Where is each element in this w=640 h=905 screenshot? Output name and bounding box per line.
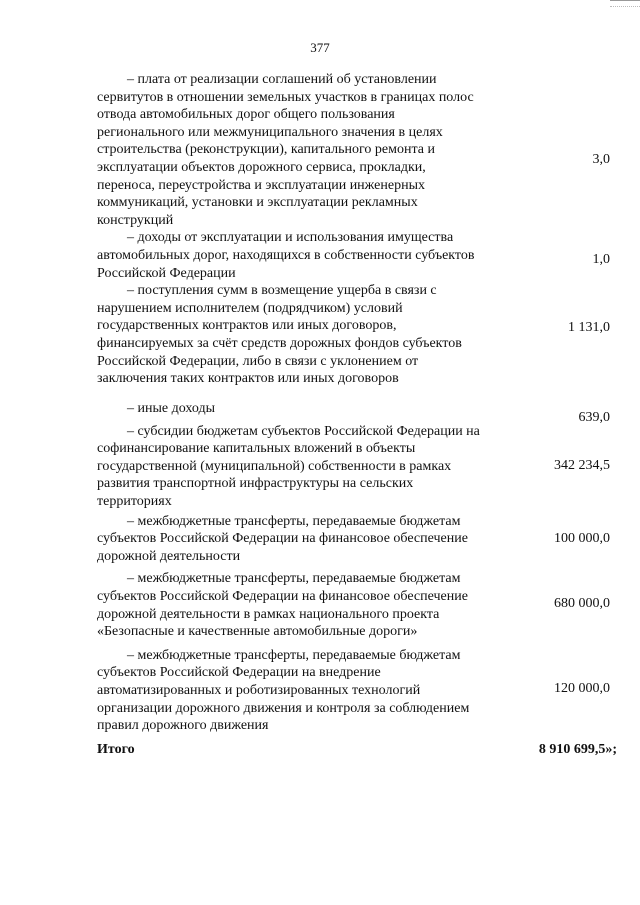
description-line: дорожной деятельности в рамках национального проекта <box>97 606 440 622</box>
row-amount: 639,0 <box>578 409 610 425</box>
description-line: «Безопасные и качественные автомобильные дороги» <box>97 624 418 640</box>
description-line: субъектов Российской Федерации на внедрение <box>97 665 381 681</box>
description-line: – межбюджетные трансферты, передаваемые бюджетам <box>127 513 461 529</box>
description-line: отвода автомобильных дорог общего пользования <box>97 107 395 123</box>
table-row <box>97 229 617 282</box>
row-description <box>97 71 517 229</box>
description-line: субъектов Российской Федерации на финансовое обеспечение <box>97 589 468 605</box>
description-line: регионального или межмуниципального значения в целях <box>97 124 443 140</box>
description-line: организации дорожного движения и контроля за соблюдением <box>97 700 470 716</box>
row-description <box>97 423 517 511</box>
description-line: эксплуатации объектов дорожного сервиса, прокладки, <box>97 159 426 175</box>
table-row <box>97 647 617 735</box>
corner-scan-mark <box>610 0 640 7</box>
description-line: дорожной деятельности <box>97 548 241 564</box>
description-line: финансируемых за счёт средств дорожных фондов субъектов <box>97 335 462 351</box>
row-amount: 100 000,0 <box>554 530 610 546</box>
table-row <box>97 513 617 566</box>
row-amount: 680 000,0 <box>554 596 610 612</box>
description-line: – иные доходы <box>127 400 215 416</box>
description-line: коммуникаций, установки и эксплуатации рекламных <box>97 195 418 211</box>
total-label: Итого <box>97 741 135 757</box>
page-number: 377 <box>310 40 330 55</box>
row-amount: 342 234,5 <box>554 457 610 473</box>
description-line: автоматизированных и роботизированных технологий <box>97 683 421 698</box>
total-row <box>97 741 617 761</box>
description-line: – плата от реализации соглашений об установлении <box>127 72 437 87</box>
description-line: автомобильных дорог, находящихся в собственности субъектов <box>97 247 475 263</box>
row-description <box>97 229 517 282</box>
row-amount: 1,0 <box>592 252 610 268</box>
table-row <box>97 71 617 229</box>
description-line: – доходы от эксплуатации и использования имущества <box>127 230 454 246</box>
description-line: строительства (реконструкции), капитального ремонта и <box>97 142 435 158</box>
description-line: заключения таких контрактов или иных договоров <box>97 371 399 387</box>
description-line: сервитутов в отношении земельных участков в границах полос <box>97 89 474 105</box>
description-line: – межбюджетные трансферты, передаваемые бюджетам <box>127 571 461 587</box>
table-row <box>97 423 617 511</box>
description-line: правил дорожного движения <box>97 718 269 734</box>
row-description <box>97 647 517 735</box>
description-line: государственных контрактов или иных договоров, <box>97 318 397 334</box>
row-description <box>97 570 517 640</box>
description-line: Российской Федерации <box>97 265 236 281</box>
row-amount: 3,0 <box>592 152 610 167</box>
description-line: нарушением исполнителем (подрядчиком) условий <box>97 300 403 316</box>
row-amount: 120 000,0 <box>554 680 610 696</box>
description-line: переноса, переустройства и эксплуатации инженерных <box>97 177 425 193</box>
description-line: территориях <box>97 494 172 510</box>
description-line: государственной (муниципальной) собственности в рамках <box>97 458 452 474</box>
description-line: софинансирование капитальных вложений в объекты <box>97 441 416 457</box>
description-line: субъектов Российской Федерации на финансовое обеспечение <box>97 531 468 547</box>
description-line: конструкций <box>97 212 174 228</box>
table-row <box>97 282 617 388</box>
description-line: развития транспортной инфраструктуры на сельских <box>97 476 414 492</box>
table-row <box>97 570 617 640</box>
row-amount: 1 131,0 <box>568 320 610 336</box>
table-row <box>97 400 617 425</box>
revenue-table <box>97 71 617 761</box>
row-description <box>97 282 517 388</box>
description-line: – межбюджетные трансферты, передаваемые бюджетам <box>127 647 461 663</box>
total-amount: 8 910 699,5»; <box>538 741 617 757</box>
description-line: – поступления сумм в возмещение ущерба в связи с <box>127 283 437 299</box>
row-description <box>97 513 517 566</box>
row-description <box>97 400 517 418</box>
description-line: Российской Федерации, либо в связи с уклонением от <box>97 353 419 369</box>
description-line: – субсидии бюджетам субъектов Российской Федерации на <box>127 423 480 439</box>
